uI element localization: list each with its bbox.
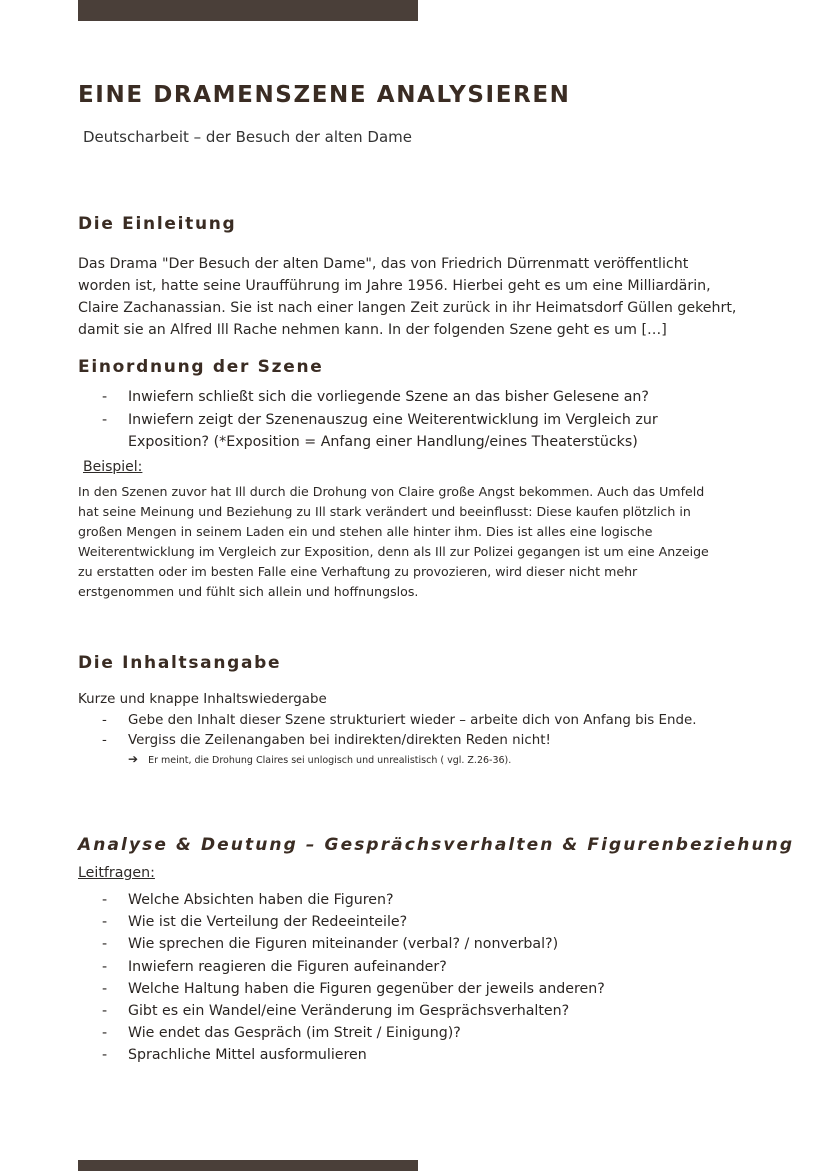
arrow-right-icon: ➔ <box>128 752 139 766</box>
dash-bullet: - <box>102 389 108 405</box>
heading-einordnung: Einordnung der Szene <box>78 357 324 377</box>
text-line: worden ist, hatte seine Uraufführung im Jahre 1956. Hierbei geht es um eine Milliardärin, <box>78 278 711 294</box>
list-item-continuation: Exposition? (*Exposition = Anfang einer Handlung/eines Theaterstücks) <box>128 434 638 450</box>
list-item: - Wie sprechen die Figuren miteinander (verbal? / nonverbal?) <box>78 933 758 955</box>
list-item: - Inwiefern zeigt der Szenenauszug eine Weiterentwicklung im Vergleich zur <box>78 409 758 432</box>
dash-bullet: - <box>102 1003 108 1020</box>
dash-bullet: - <box>102 1047 108 1064</box>
list-item: - Vergiss die Zeilenangaben bei indirekten/direkten Reden nicht! <box>78 731 758 751</box>
inhalt-list <box>78 711 758 751</box>
heading-analyse: Analyse & Deutung – Gesprächsverhalten & Figurenbeziehung <box>78 835 795 855</box>
text-line: In den Szenen zuvor hat Ill durch die Drohung von Claire große Angst bekommen. Auch das Umfeld <box>78 484 705 499</box>
example-label: Beispiel: <box>83 459 143 475</box>
list-item: - Inwiefern schließt sich die vorliegende Szene an das bisher Gelesene an? <box>78 386 758 409</box>
text-line: Weiterentwicklung im Vergleich zur Exposition, denn als Ill zur Polizei gegangen ist um eine Anzeige <box>78 544 709 559</box>
page-subtitle: Deutscharbeit – der Besuch der alten Dame <box>83 128 412 146</box>
dash-bullet: - <box>102 914 108 931</box>
einordnung-list <box>78 386 758 454</box>
bottom-decor-bar <box>78 1160 418 1171</box>
top-decor-bar <box>78 0 418 21</box>
heading-einleitung: Die Einleitung <box>78 214 237 234</box>
text-line: Das Drama "Der Besuch der alten Dame", das von Friedrich Dürrenmatt veröffentlicht <box>78 256 689 272</box>
leitfragen-list <box>78 889 758 1067</box>
text-line: zu erstatten oder im besten Falle eine Verhaftung zu provozieren, wird dieser nicht mehr <box>78 564 638 579</box>
example-paragraph <box>78 482 758 602</box>
list-item: - Wie endet das Gespräch (im Streit / Einigung)? <box>78 1022 758 1044</box>
text-line: großen Mengen in seinem Laden ein und stehen alle hinter ihm. Dies ist alles eine logische <box>78 524 653 539</box>
dash-bullet: - <box>102 936 108 953</box>
dash-bullet: - <box>102 892 108 908</box>
leitfragen-label: Leitfragen: <box>78 865 155 881</box>
list-item: - Welche Absichten haben die Figuren? <box>78 889 758 911</box>
list-item: - Gebe den Inhalt dieser Szene strukturiert wieder – arbeite dich von Anfang bis Ende. <box>78 711 758 731</box>
heading-inhaltsangabe: Die Inhaltsangabe <box>78 653 282 673</box>
dash-bullet: - <box>102 411 108 428</box>
text-line: hat seine Meinung und Beziehung zu Ill stark verändert und beeinflusst: Diese kaufen plötzlich in <box>78 504 691 519</box>
list-item: - Sprachliche Mittel ausformulieren <box>78 1044 758 1066</box>
list-item: - Gibt es ein Wandel/eine Veränderung im Gesprächsverhalten? <box>78 1000 758 1022</box>
inhalt-intro: Kurze und knappe Inhaltswiedergabe <box>78 692 327 707</box>
dash-bullet: - <box>102 733 107 748</box>
text-line: damit sie an Alfred Ill Rache nehmen kann. In der folgenden Szene geht es um […] <box>78 322 667 338</box>
text-line: Claire Zachanassian. Sie ist nach einer langen Zeit zurück in ihr Heimatsdorf Güllen gekehrt, <box>78 300 737 316</box>
dash-bullet: - <box>102 958 108 975</box>
inhalt-example: ➔ Er meint, die Drohung Claires sei unlogisch und unrealistisch ( vgl. Z.26-36). <box>128 752 512 766</box>
dash-bullet: - <box>102 980 108 997</box>
einleitung-paragraph <box>78 253 758 341</box>
list-item: - Wie ist die Verteilung der Redeeinteile? <box>78 911 758 933</box>
text-line: erstgenommen und fühlt sich allein und hoffnungslos. <box>78 584 419 599</box>
dash-bullet: - <box>102 1025 108 1042</box>
list-item: - Inwiefern reagieren die Figuren aufeinander? <box>78 956 758 978</box>
dash-bullet: - <box>102 713 107 728</box>
page-title: EINE DRAMENSZENE ANALYSIEREN <box>78 82 571 108</box>
list-item: - Welche Haltung haben die Figuren gegenüber der jeweils anderen? <box>78 978 758 1000</box>
